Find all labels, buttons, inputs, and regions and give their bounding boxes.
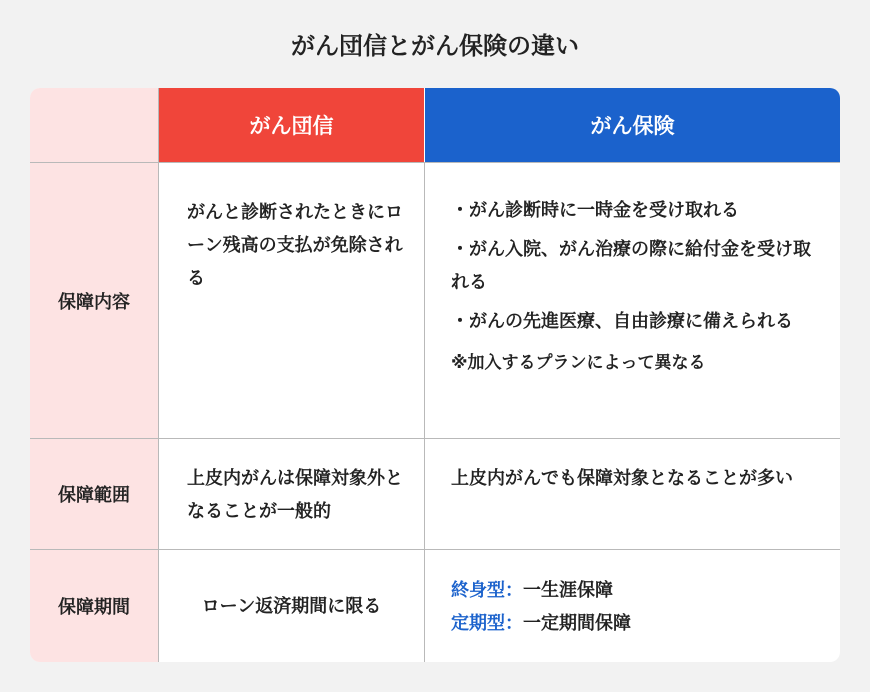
period-item-lifetime — [451, 574, 820, 607]
scope-danshin-text: 上皮内がんは保障対象外となることが一般的 — [187, 468, 403, 522]
period-key-lifetime: 終身型： — [451, 580, 523, 601]
coverage-hoken-bullet-3: ・がんの先進医療、自由診療に備えられる — [451, 311, 793, 332]
row-label-coverage: 保障内容 — [30, 163, 158, 438]
period-hoken-cell — [425, 574, 840, 640]
period-value-lifetime: 一生涯保障 — [523, 580, 613, 601]
divider-horizontal-1 — [30, 162, 840, 163]
coverage-hoken-bullet-1: ・がん診断時に一時金を受け取れる — [451, 200, 739, 221]
period-key-term: 定期型： — [451, 613, 523, 634]
coverage-hoken-cell — [425, 194, 840, 376]
row-label-period: 保障期間 — [30, 550, 158, 662]
divider-vertical-2 — [424, 162, 425, 662]
coverage-hoken-bullet-2: ・がん入院、がん治療の際に給付金を受け取れる — [451, 239, 811, 293]
corner-cell — [30, 88, 158, 162]
coverage-danshin-text: がんと診断されたときにローン残高の支払が免除される — [187, 202, 403, 289]
coverage-hoken-note: ※加入するプランによって異なる — [451, 353, 706, 373]
period-value-term: 一定期間保障 — [523, 613, 631, 634]
divider-horizontal-2 — [30, 438, 840, 439]
row-label-scope: 保障範囲 — [30, 439, 158, 549]
scope-hoken-text: 上皮内がんでも保障対象となることが多い — [451, 468, 793, 489]
header-gan-hoken: がん保険 — [425, 88, 840, 162]
period-danshin-text: ローン返済期間に限る — [201, 595, 382, 617]
divider-horizontal-3 — [30, 549, 840, 550]
page-title: がん団信とがん保険の違い — [291, 32, 579, 60]
divider-vertical-1 — [158, 88, 159, 662]
period-item-term — [451, 607, 820, 640]
header-gan-danshin: がん団信 — [159, 88, 424, 162]
comparison-table — [30, 88, 840, 662]
